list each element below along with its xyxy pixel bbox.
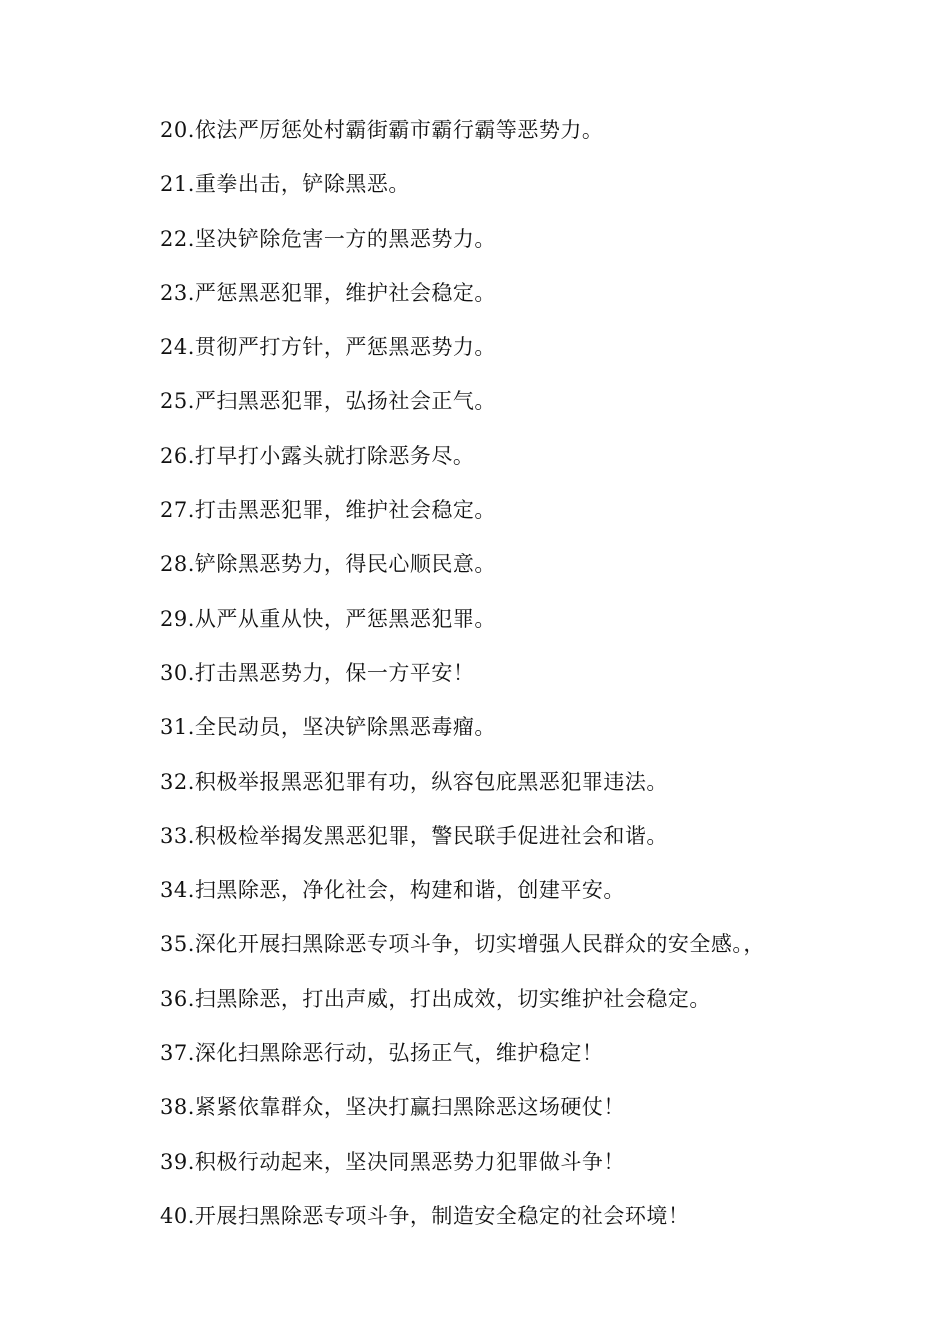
list-item xyxy=(160,546,920,600)
item-text: 全民动员，坚决铲除黑恶毒瘤。 xyxy=(194,715,496,740)
list-item xyxy=(160,221,920,275)
list-item xyxy=(160,438,920,492)
item-text: 积极检举揭发黑恶犯罪，警民联手促进社会和谐。 xyxy=(194,823,668,848)
list-item xyxy=(160,872,920,926)
item-text: 深化开展扫黑除恶专项斗争，切实增强人民群众的安全感。， xyxy=(194,932,765,957)
list-item xyxy=(160,1089,920,1143)
item-number: 31. xyxy=(160,715,195,740)
item-text: 深化扫黑除恶行动，弘扬正气，维护稳定！ xyxy=(194,1041,604,1066)
item-number: 40. xyxy=(160,1203,195,1228)
item-text: 重拳出击，铲除黑恶。 xyxy=(194,172,410,197)
item-text: 扫黑除恶，净化社会，构建和谐，创建平安。 xyxy=(194,878,625,903)
list-item xyxy=(160,275,920,329)
item-number: 37. xyxy=(160,1041,195,1066)
item-text: 扫黑除恶，打出声威，打出成效，切实维护社会稳定。 xyxy=(194,986,711,1011)
list-item xyxy=(160,1144,920,1198)
item-text: 严惩黑恶犯罪，维护社会稳定。 xyxy=(194,280,496,305)
list-item xyxy=(160,383,920,437)
list-item xyxy=(160,655,920,709)
item-number: 28. xyxy=(160,552,195,577)
item-number: 36. xyxy=(160,986,195,1011)
item-text: 紧紧依靠群众，坚决打赢扫黑除恶这场硬仗！ xyxy=(194,1095,625,1120)
list-item xyxy=(160,166,920,220)
item-number: 21. xyxy=(160,172,195,197)
item-number: 22. xyxy=(160,226,195,251)
item-number: 32. xyxy=(160,769,195,794)
item-number: 25. xyxy=(160,389,195,414)
list-item xyxy=(160,329,920,383)
item-number: 33. xyxy=(160,823,195,848)
item-number: 24. xyxy=(160,335,195,360)
item-text: 打击黑恶势力，保一方平安！ xyxy=(194,660,475,685)
item-text: 依法严厉惩处村霸街霸市霸行霸等恶势力。 xyxy=(194,118,604,142)
item-number: 38. xyxy=(160,1095,195,1120)
list-item xyxy=(160,492,920,546)
list-item xyxy=(160,764,920,818)
item-text: 从严从重从快，严惩黑恶犯罪。 xyxy=(194,606,496,631)
list-item xyxy=(160,1035,920,1089)
item-text: 积极举报黑恶犯罪有功，纵容包庇黑恶犯罪违法。 xyxy=(194,769,668,794)
list-item xyxy=(160,1198,920,1252)
list-item xyxy=(160,981,920,1035)
list-item xyxy=(160,818,920,872)
item-number: 35. xyxy=(160,932,195,957)
item-text: 开展扫黑除恶专项斗争，制造安全稳定的社会环境！ xyxy=(194,1203,690,1228)
item-text: 打早打小露头就打除恶务尽。 xyxy=(194,443,475,468)
item-text: 坚决铲除危害一方的黑恶势力。 xyxy=(194,226,496,251)
list-item xyxy=(160,601,920,655)
item-number: 26. xyxy=(160,443,195,468)
item-number: 30. xyxy=(160,660,195,685)
item-number: 20. xyxy=(160,118,195,142)
item-text: 严扫黑恶犯罪，弘扬社会正气。 xyxy=(194,389,496,414)
item-number: 34. xyxy=(160,878,195,903)
item-number: 39. xyxy=(160,1149,195,1174)
item-text: 积极行动起来，坚决同黑恶势力犯罪做斗争！ xyxy=(194,1149,625,1174)
list-item xyxy=(160,112,920,166)
item-number: 23. xyxy=(160,280,195,305)
slogan-list xyxy=(160,112,920,1252)
item-text: 铲除黑恶势力，得民心顺民意。 xyxy=(194,552,496,577)
list-item xyxy=(160,709,920,763)
item-text: 打击黑恶犯罪，维护社会稳定。 xyxy=(194,498,496,523)
item-number: 27. xyxy=(160,498,195,523)
item-text: 贯彻严打方针，严惩黑恶势力。 xyxy=(194,335,496,360)
item-number: 29. xyxy=(160,606,195,631)
list-item xyxy=(160,926,920,980)
